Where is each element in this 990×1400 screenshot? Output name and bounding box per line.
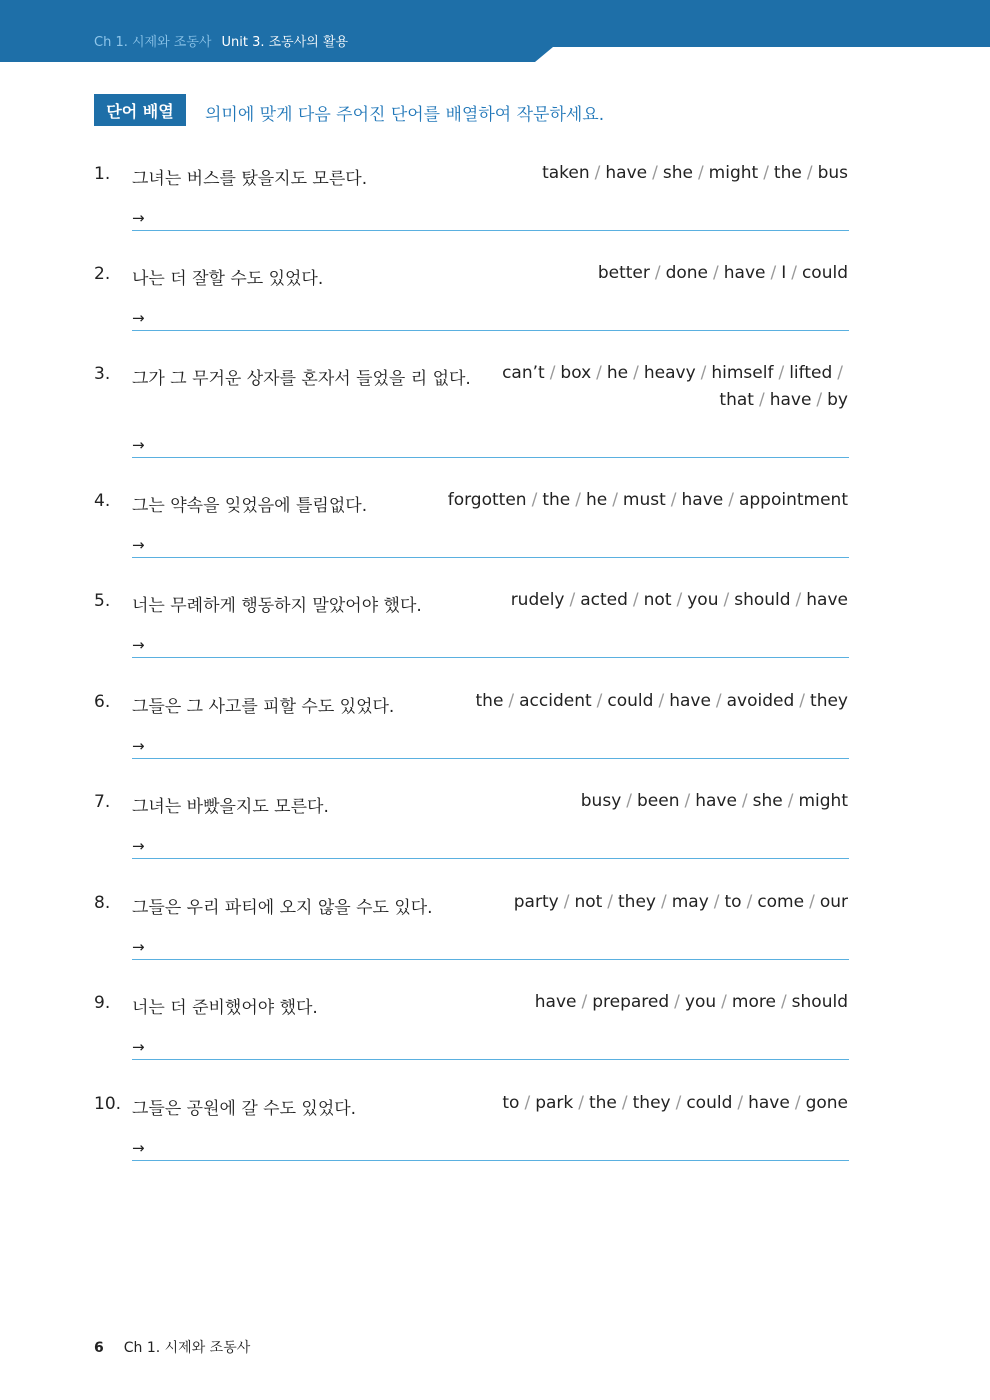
answer-arrow: → bbox=[132, 309, 145, 327]
word-chip: should bbox=[791, 992, 848, 1012]
word-separator: / bbox=[675, 1093, 682, 1113]
header-chapter: Ch 1. 시제와 조동사 bbox=[94, 35, 212, 50]
word-separator: / bbox=[737, 1093, 744, 1113]
word-chip: have bbox=[669, 691, 711, 711]
word-separator: / bbox=[632, 590, 639, 610]
korean-sentence: 그가 그 무거운 상자를 혼자서 들었을 리 없다. bbox=[132, 369, 471, 389]
word-separator: / bbox=[674, 992, 680, 1012]
word-chip: been bbox=[636, 791, 680, 811]
word-separator: / bbox=[575, 490, 581, 510]
word-separator: / bbox=[531, 490, 538, 510]
word-separator: / bbox=[799, 691, 806, 711]
answer-line[interactable] bbox=[132, 557, 849, 558]
word-separator: / bbox=[654, 263, 661, 283]
word-separator: / bbox=[787, 791, 794, 811]
answer-arrow: → bbox=[132, 737, 145, 755]
word-chip: that bbox=[719, 390, 754, 410]
word-separator: / bbox=[723, 590, 730, 610]
word-chip: come bbox=[757, 892, 805, 912]
word-separator: / bbox=[670, 490, 677, 510]
word-separator: / bbox=[778, 363, 785, 383]
word-chip: by bbox=[827, 390, 848, 410]
korean-sentence: 그녀는 버스를 탔을지도 모른다. bbox=[132, 169, 368, 189]
word-chip: not bbox=[643, 590, 672, 610]
answer-line[interactable] bbox=[132, 230, 849, 231]
header-unit: Unit 3. 조동사의 활용 bbox=[221, 35, 349, 50]
item-number: 8. bbox=[94, 893, 111, 913]
word-separator: / bbox=[791, 263, 797, 283]
word-separator: / bbox=[713, 263, 719, 283]
korean-sentence: 그녀는 바빴을지도 모른다. bbox=[132, 797, 329, 817]
word-chip: accident bbox=[519, 691, 592, 711]
word-separator: / bbox=[746, 892, 753, 912]
word-separator: / bbox=[612, 490, 618, 510]
word-separator: / bbox=[660, 892, 667, 912]
korean-sentence: 그들은 공원에 갈 수도 있었다. bbox=[132, 1099, 357, 1119]
word-chip: the bbox=[475, 691, 504, 711]
word-separator: / bbox=[816, 390, 823, 410]
word-chip: park bbox=[535, 1093, 574, 1113]
answer-arrow: → bbox=[132, 938, 145, 956]
word-bank bbox=[502, 1090, 848, 1117]
word-separator: / bbox=[770, 263, 777, 283]
instruction-badge: 단어 배열 bbox=[94, 94, 186, 126]
answer-arrow: → bbox=[132, 636, 145, 654]
word-chip: they bbox=[618, 892, 656, 912]
word-bank bbox=[581, 788, 848, 815]
answer-arrow: → bbox=[132, 1139, 145, 1157]
word-chip: have bbox=[534, 992, 577, 1012]
word-separator: / bbox=[715, 691, 722, 711]
word-chip: party bbox=[513, 892, 559, 912]
korean-sentence: 그들은 그 사고를 피할 수도 있었다. bbox=[132, 697, 395, 717]
word-chip: not bbox=[574, 892, 603, 912]
word-chip: box bbox=[560, 363, 592, 383]
answer-arrow: → bbox=[132, 837, 145, 855]
korean-sentence: 너는 더 준비했어야 했다. bbox=[132, 998, 318, 1018]
header-title bbox=[94, 31, 348, 50]
word-bank bbox=[514, 889, 848, 916]
word-separator: / bbox=[581, 992, 588, 1012]
page-number: 6 bbox=[94, 1340, 104, 1356]
korean-sentence: 너는 무례하게 행동하지 말았어야 했다. bbox=[132, 596, 422, 616]
word-separator: / bbox=[809, 892, 815, 912]
word-separator: / bbox=[594, 163, 601, 183]
word-chip: taken bbox=[542, 163, 590, 183]
word-separator: / bbox=[596, 691, 603, 711]
word-chip: forgotten bbox=[447, 490, 527, 510]
word-chip: could bbox=[801, 263, 848, 283]
word-bank bbox=[542, 160, 848, 187]
word-chip: to bbox=[724, 892, 742, 912]
word-separator: / bbox=[697, 163, 704, 183]
word-chip: acted bbox=[580, 590, 628, 610]
word-chip: have bbox=[769, 390, 812, 410]
korean-sentence: 그들은 우리 파티에 오지 않을 수도 있다. bbox=[132, 898, 433, 918]
word-chip: may bbox=[671, 892, 709, 912]
item-number: 4. bbox=[94, 491, 111, 511]
word-chip: she bbox=[662, 163, 693, 183]
word-separator: / bbox=[607, 892, 614, 912]
word-chip: avoided bbox=[726, 691, 795, 711]
answer-line[interactable] bbox=[132, 457, 849, 458]
word-chip: our bbox=[819, 892, 848, 912]
answer-arrow: → bbox=[132, 436, 145, 454]
answer-line[interactable] bbox=[132, 330, 849, 331]
word-bank bbox=[502, 360, 848, 414]
word-chip: himself bbox=[711, 363, 774, 383]
page-footer bbox=[94, 1337, 250, 1357]
word-bank bbox=[511, 587, 848, 614]
answer-line[interactable] bbox=[132, 758, 849, 759]
word-bank bbox=[448, 487, 848, 514]
answer-line[interactable] bbox=[132, 657, 849, 658]
word-chip: the bbox=[588, 1093, 617, 1113]
word-chip: you bbox=[684, 992, 717, 1012]
word-chip: they bbox=[810, 691, 848, 711]
footer-chapter: Ch 1. 시제와 조동사 bbox=[123, 1340, 251, 1356]
word-bank bbox=[476, 688, 849, 715]
word-chip: you bbox=[687, 590, 719, 610]
item-number: 9. bbox=[94, 993, 111, 1013]
korean-sentence: 나는 더 잘할 수도 있었다. bbox=[132, 269, 324, 289]
word-separator: / bbox=[549, 363, 556, 383]
header-band bbox=[0, 0, 990, 62]
item-number: 1. bbox=[94, 164, 111, 184]
word-chip: prepared bbox=[592, 992, 670, 1012]
word-bank bbox=[535, 989, 848, 1016]
word-chip: more bbox=[731, 992, 776, 1012]
word-separator: / bbox=[658, 691, 665, 711]
word-chip: I bbox=[781, 263, 787, 283]
word-separator: / bbox=[780, 992, 787, 1012]
word-separator: / bbox=[524, 1093, 531, 1113]
word-separator: / bbox=[728, 490, 734, 510]
word-separator: / bbox=[700, 363, 707, 383]
word-separator: / bbox=[758, 390, 765, 410]
word-chip: have bbox=[806, 590, 848, 610]
word-separator: / bbox=[684, 791, 691, 811]
word-separator: / bbox=[713, 892, 720, 912]
word-chip: could bbox=[607, 691, 654, 711]
word-separator: / bbox=[633, 363, 639, 383]
word-chip: lifted bbox=[789, 363, 833, 383]
word-chip: she bbox=[752, 791, 783, 811]
word-chip: can’t bbox=[502, 363, 545, 383]
word-chip: he bbox=[585, 490, 608, 510]
word-separator: / bbox=[569, 590, 576, 610]
answer-arrow: → bbox=[132, 536, 145, 554]
word-separator: / bbox=[806, 163, 813, 183]
korean-sentence: 그는 약속을 잊었음에 틀림없다. bbox=[132, 496, 368, 516]
word-chip: the bbox=[542, 490, 571, 510]
word-separator: / bbox=[741, 791, 748, 811]
word-separator: / bbox=[795, 590, 802, 610]
word-separator: / bbox=[626, 791, 632, 811]
word-chip: have bbox=[695, 791, 737, 811]
word-chip: he bbox=[606, 363, 629, 383]
word-chip: appointment bbox=[738, 490, 848, 510]
word-chip: have bbox=[681, 490, 724, 510]
answer-line[interactable] bbox=[132, 1160, 849, 1161]
word-chip: to bbox=[502, 1093, 520, 1113]
word-separator: / bbox=[652, 163, 658, 183]
instruction-text: 의미에 맞게 다음 주어진 단어를 배열하여 작문하세요. bbox=[205, 105, 605, 125]
word-separator: / bbox=[794, 1093, 801, 1113]
word-chip: must bbox=[622, 490, 666, 510]
item-number: 3. bbox=[94, 364, 111, 384]
word-separator: / bbox=[763, 163, 769, 183]
word-chip: the bbox=[773, 163, 802, 183]
word-separator: / bbox=[578, 1093, 584, 1113]
answer-line[interactable] bbox=[132, 1059, 849, 1060]
answer-arrow: → bbox=[132, 1038, 145, 1056]
word-separator: / bbox=[563, 892, 570, 912]
word-chip: rudely bbox=[510, 590, 565, 610]
word-chip: have bbox=[748, 1093, 790, 1113]
item-number: 6. bbox=[94, 692, 111, 712]
word-chip: heavy bbox=[643, 363, 696, 383]
word-separator: / bbox=[508, 691, 515, 711]
word-chip: might bbox=[708, 163, 759, 183]
word-chip: have bbox=[605, 163, 648, 183]
item-number: 7. bbox=[94, 792, 111, 812]
word-chip: might bbox=[798, 791, 848, 811]
word-chip: gone bbox=[805, 1093, 848, 1113]
item-number: 2. bbox=[94, 264, 111, 284]
word-separator: / bbox=[721, 992, 727, 1012]
word-separator: / bbox=[676, 590, 683, 610]
word-chip: bus bbox=[817, 163, 848, 183]
word-chip: have bbox=[723, 263, 766, 283]
word-bank bbox=[598, 260, 848, 287]
answer-line[interactable] bbox=[132, 959, 849, 960]
word-separator: / bbox=[621, 1093, 628, 1113]
answer-arrow: → bbox=[132, 209, 145, 227]
word-chip: could bbox=[686, 1093, 733, 1113]
answer-line[interactable] bbox=[132, 858, 849, 859]
word-chip: they bbox=[632, 1093, 671, 1113]
word-separator: / bbox=[596, 363, 602, 383]
word-separator: / bbox=[837, 363, 843, 383]
word-chip: done bbox=[665, 263, 709, 283]
item-number: 5. bbox=[94, 591, 111, 611]
word-chip: busy bbox=[580, 791, 622, 811]
word-chip: should bbox=[734, 590, 791, 610]
item-number: 10. bbox=[94, 1094, 122, 1114]
word-chip: better bbox=[597, 263, 650, 283]
